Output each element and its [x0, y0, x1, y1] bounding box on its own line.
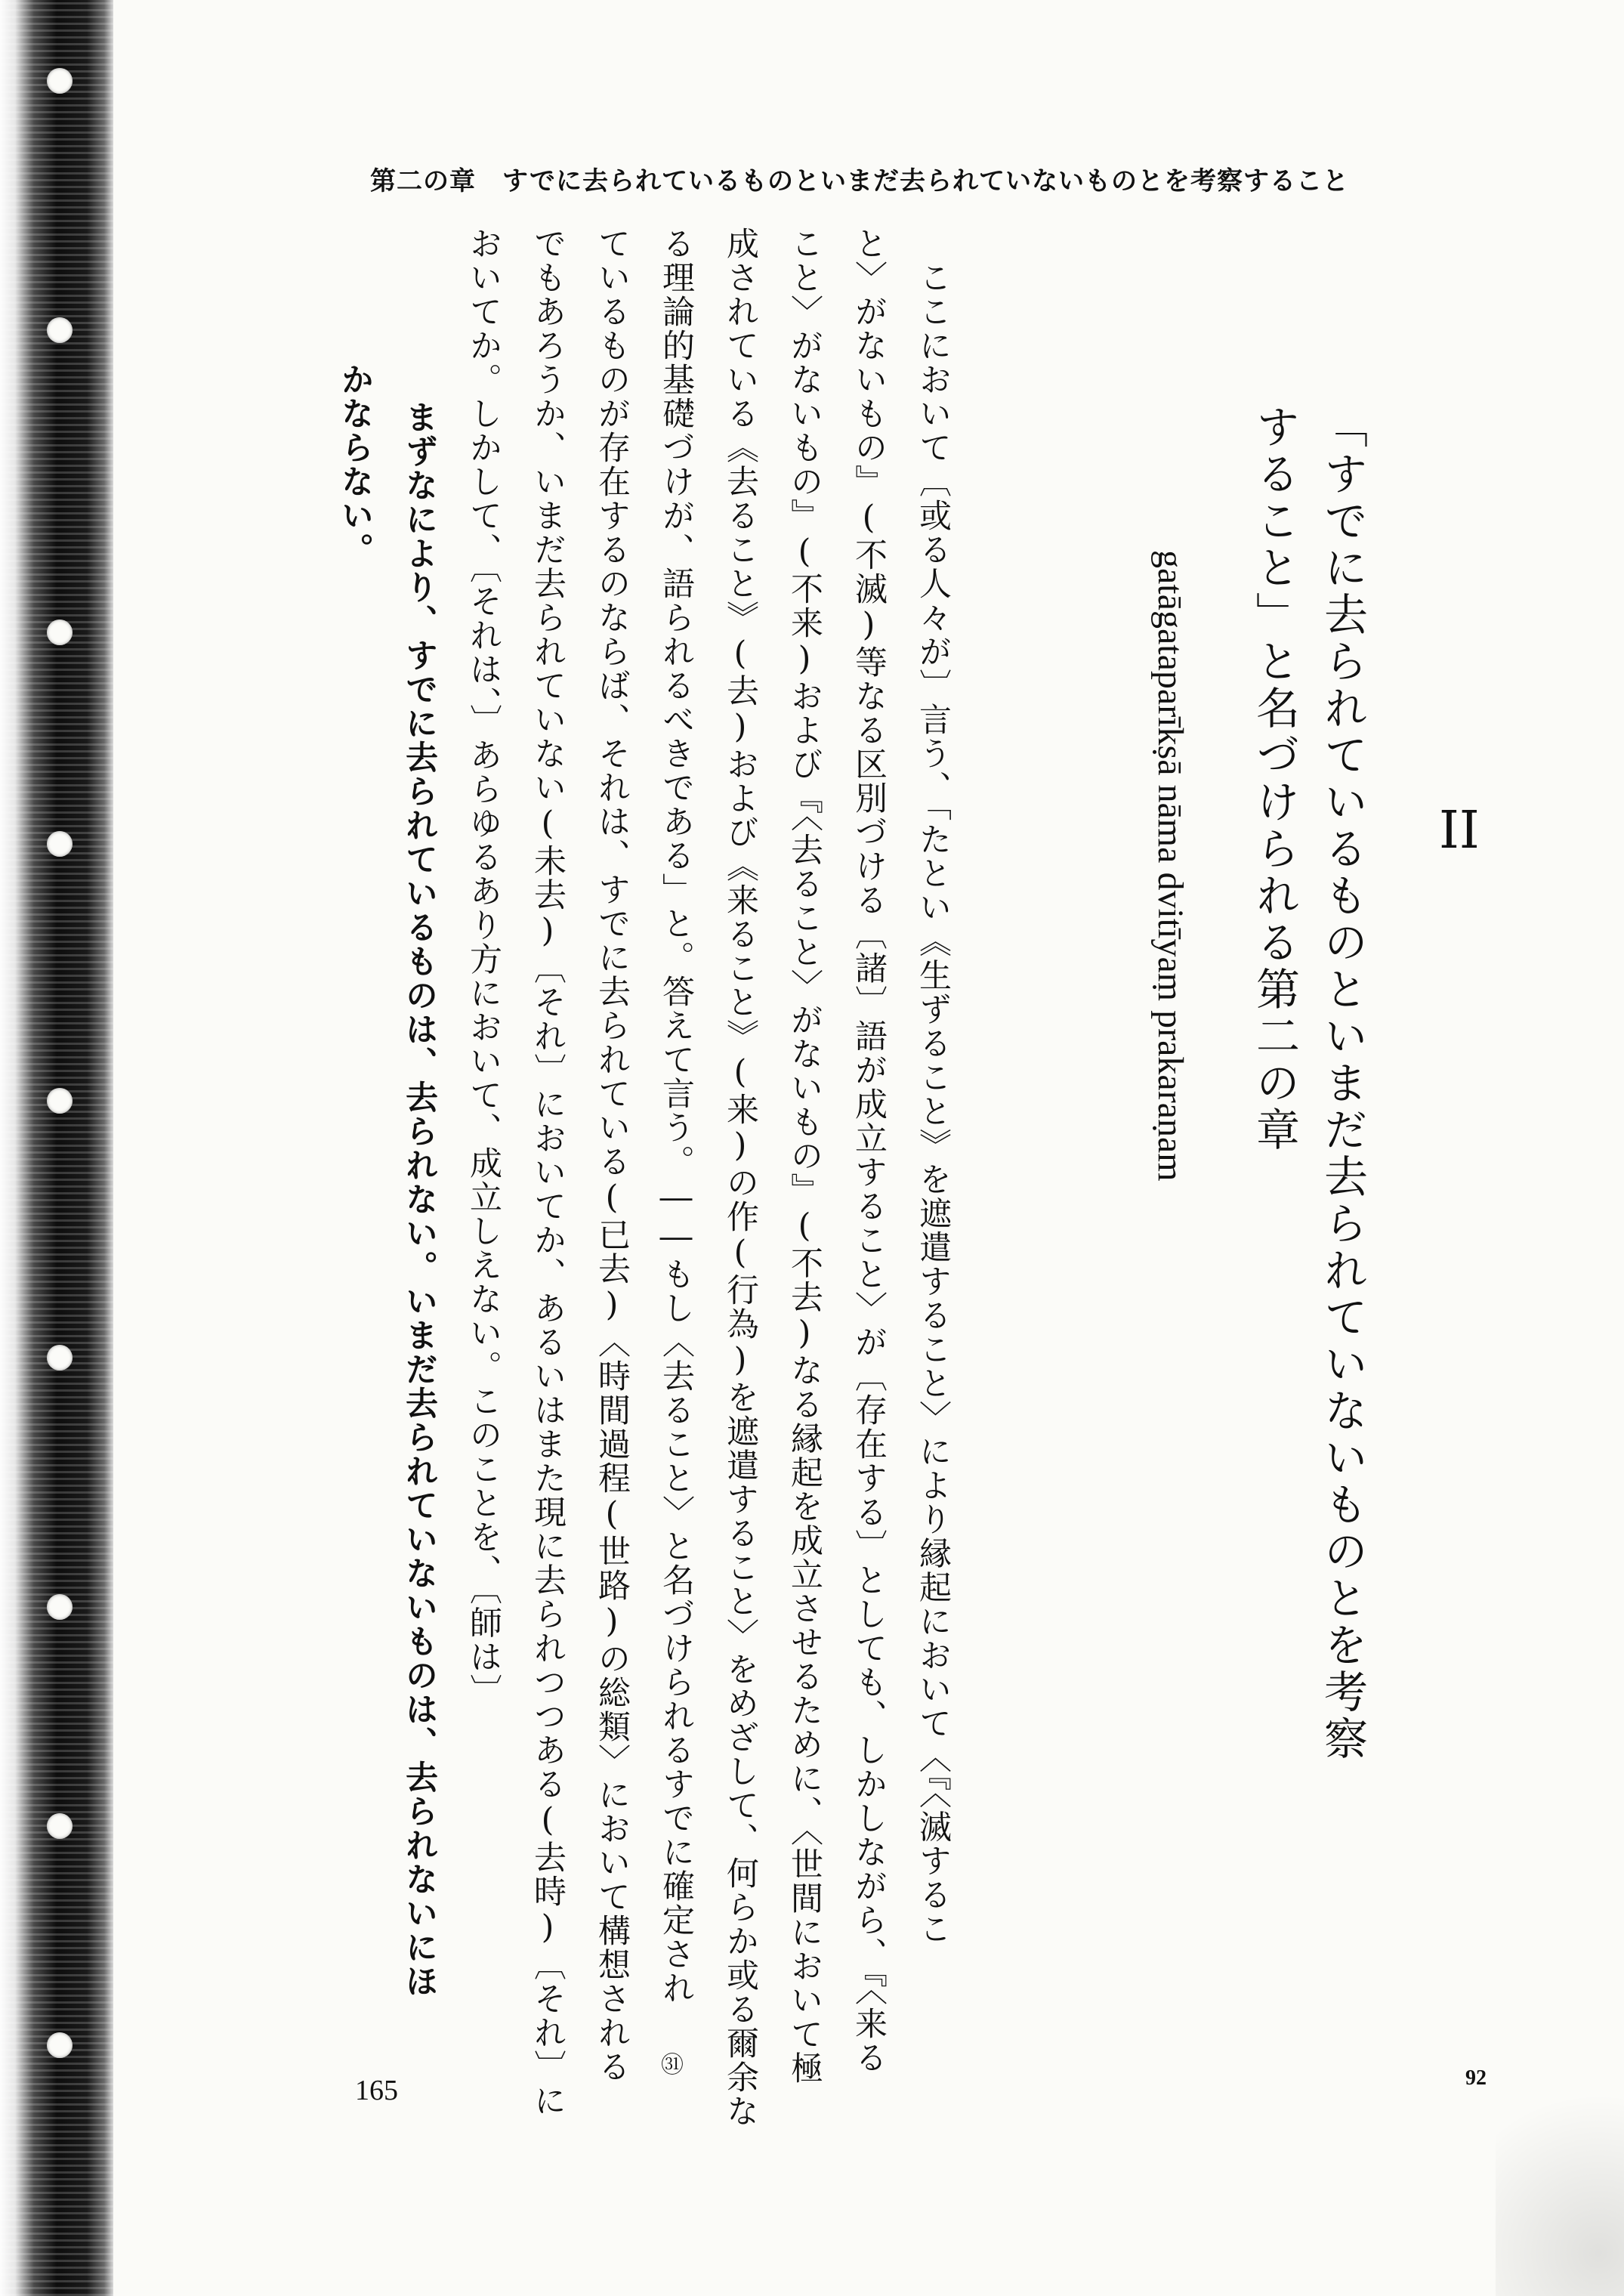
- body-column: る理論的基礎づけが、語られるべきである」と。答えて言う。――もし〈去ること〉と名づけられるすでに確定され: [657, 227, 695, 2005]
- body-column: こと〉がないもの』(不来)および『〈去ること〉がないもの』(不去)なる縁起を成立させるために、〈世間において極: [786, 227, 823, 2085]
- chapter-title-line: すること」と名づけられる第二の章: [1249, 404, 1300, 1154]
- chapter-number: II: [1439, 801, 1480, 861]
- verse-column: まずなにより、すでに去られているものは、去られない。いまだ去られていないものは、去られないにほ: [400, 400, 438, 1998]
- binder-hole: [47, 317, 73, 343]
- binder-hole: [47, 1813, 73, 1839]
- body-column: でもあろうか、いまだ去られていない(未去)〔それ〕においてか、あるいはまた現に去られつつある(去時)〔それ〕に: [529, 227, 567, 2118]
- body-column: ているものが存在するのならば、それは、すでに去られている(已去)〈時間過程(世路)の総類〉において構想される: [593, 227, 631, 2084]
- page-number: 165: [355, 2075, 398, 2106]
- body-column: おいてか。しかして、〔それは、〕あらゆるあり方において、成立しえない。このことを、〔師は〕: [465, 227, 502, 1708]
- sanskrit-title: [1150, 550, 1203, 1819]
- scan-page-number: 92: [1465, 2066, 1487, 2090]
- binder-hole: [47, 620, 73, 645]
- binding-strip: [0, 0, 113, 2296]
- binder-hole: [47, 1594, 73, 1620]
- verse-column: かならない。: [336, 363, 374, 567]
- binder-hole: [47, 2032, 73, 2058]
- scan-noise: [1496, 2009, 1624, 2296]
- running-head: 第二の章 すでに去られているものといまだ去られていないものとを考察すること: [370, 166, 1350, 196]
- body-column: ここにおいて〔或る人々が〕言う、「たとい《生ずること》を遮遣すること〉により縁起において〈『〈滅するこ: [914, 261, 952, 1946]
- margin-mark: ㉛: [661, 2052, 684, 2078]
- sanskrit-title-text: gatāgataparīkṣā nāma dvitīyaṃ prakaraṇam: [1150, 550, 1190, 1182]
- chapter-title-line: 「すでに去られているものといまだ去られていないものとを考察: [1317, 404, 1368, 1763]
- body-column: 成されている《去ること》(去)および《来ること》(来)の作(行為)を遮遣すること〉をめざして、何らか或る爾余な: [721, 227, 759, 2128]
- binder-hole: [47, 831, 73, 857]
- binder-hole: [47, 1345, 73, 1370]
- body-column: と〉がないもの』(不滅)等なる区別づける〔諸〕語が成立すること〉が〔存在する〕としても、しかしながら、『〈来る: [850, 227, 888, 2075]
- binder-hole: [47, 68, 73, 94]
- binder-hole: [47, 1088, 73, 1114]
